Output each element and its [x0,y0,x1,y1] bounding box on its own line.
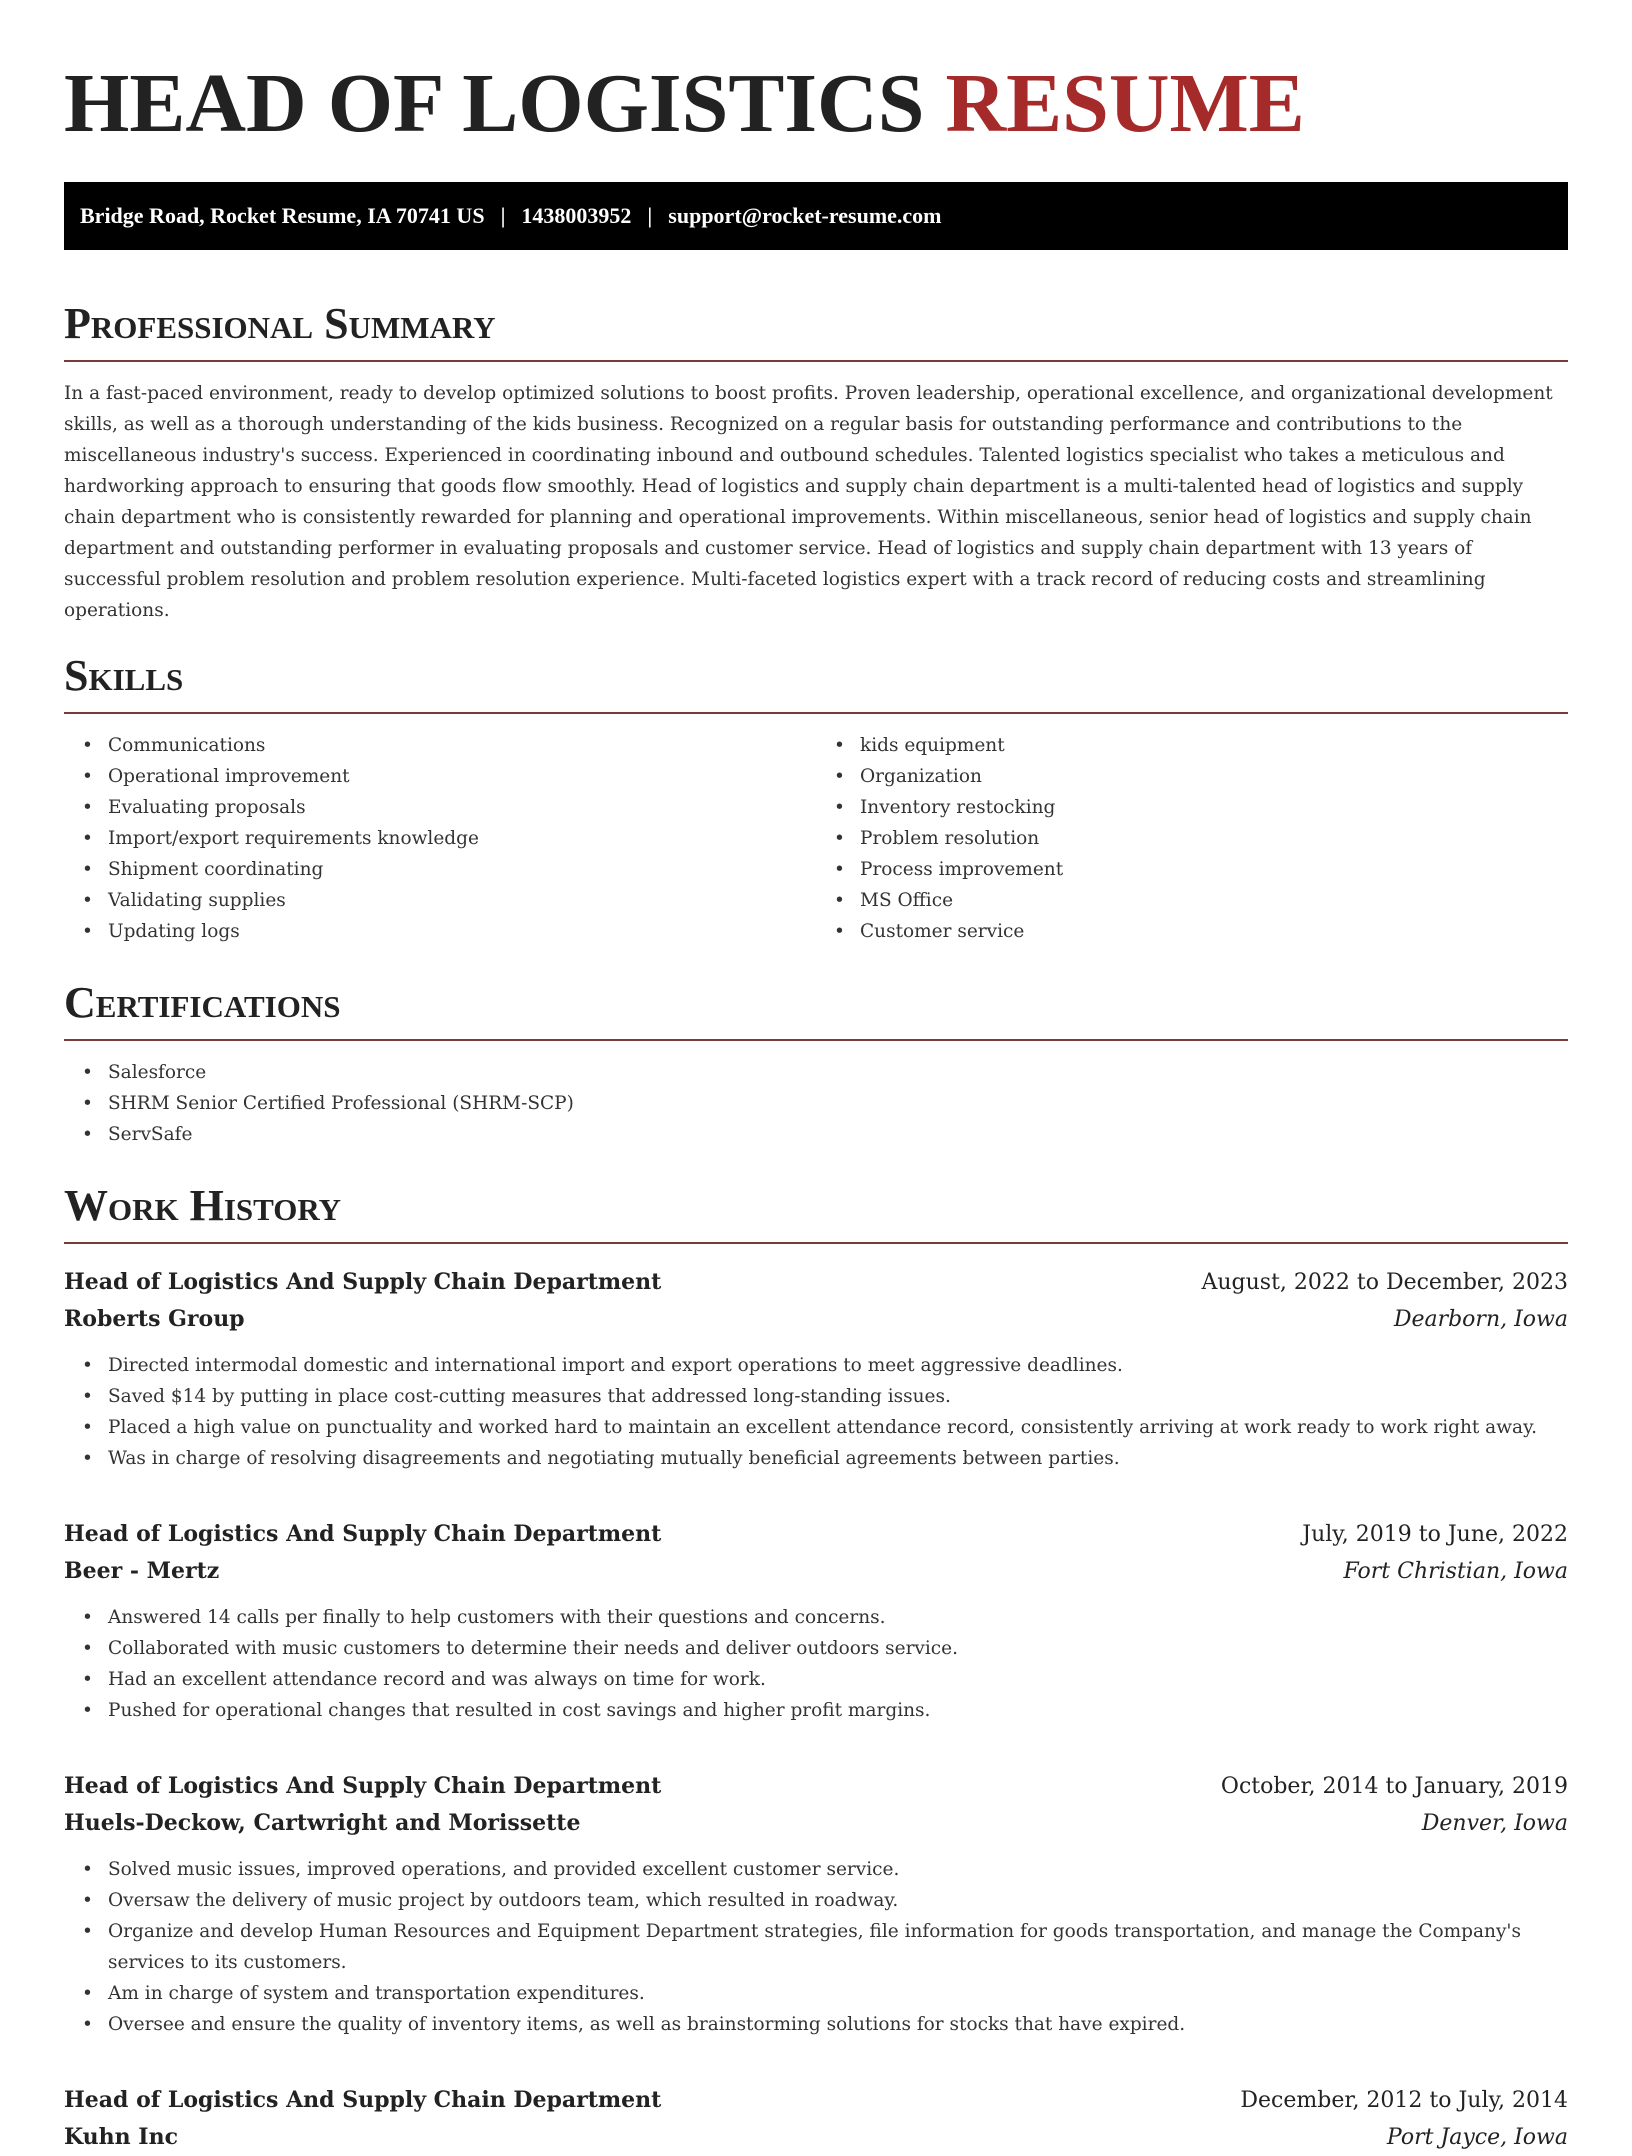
certification-item: • ServSafe [108,1119,1568,1150]
job-duties [64,1350,1568,1474]
job-dates: July, 2019 to June, 2022 [1302,1522,1568,1547]
summary-heading: Professional Summary [64,299,496,348]
skills-list-left [64,730,816,947]
job-location: Port Jayce, Iowa [1386,2125,1568,2150]
job-dates: August, 2022 to December, 2023 [1201,1270,1568,1295]
job-title: Head of Logistics And Supply Chain Department [64,1269,662,1295]
skill-item: • Process improvement [860,854,1568,885]
skill-item: • Updating logs [108,916,816,947]
skills-columns [64,730,1568,947]
job-entry [64,1264,1568,1474]
job-title: Head of Logistics And Supply Chain Department [64,2087,662,2113]
job-company: Kuhn Inc [64,2124,178,2150]
skill-item: • Communications [108,730,816,761]
section-divider [64,712,1568,714]
section-divider [64,360,1568,362]
work-history-section [64,1180,1568,2156]
skill-item: • Shipment coordinating [108,854,816,885]
job-entry [64,2082,1568,2156]
skill-item: • Problem resolution [860,823,1568,854]
certification-item: • Salesforce [108,1057,1568,1088]
job-duty: • Organize and develop Human Resources and Equipment Department strategies, file information for goods transportation, and manage the Company's services to its customers. [108,1916,1568,1978]
certifications-list [64,1057,1568,1150]
job-entry [64,1516,1568,1726]
skills-heading: Skills [64,651,184,700]
contact-bar [64,182,1568,250]
job-duties [64,1854,1568,2040]
work-history-heading: Work History [64,1181,342,1230]
job-duties [64,1602,1568,1726]
skill-item: • Customer service [860,916,1568,947]
contact-email: support@rocket-resume.com [668,203,942,228]
job-company: Beer - Mertz [64,1558,220,1584]
job-duty: • Had an excellent attendance record and was always on time for work. [108,1664,1568,1695]
certifications-section [64,977,1568,1150]
contact-separator: | [500,203,506,228]
job-duty: • Am in charge of system and transportation expenditures. [108,1978,1568,2009]
job-dates: December, 2012 to July, 2014 [1240,2088,1568,2113]
skills-section [64,650,1568,947]
job-duty: • Solved music issues, improved operations, and provided excellent customer service. [108,1854,1568,1885]
skill-item: • Organization [860,761,1568,792]
job-title: Head of Logistics And Supply Chain Department [64,1773,662,1799]
title-main: HEAD OF LOGISTICS [64,57,925,150]
summary-section [64,298,1568,626]
job-company: Roberts Group [64,1306,245,1332]
summary-text: In a fast-paced environment, ready to develop optimized solutions to boost profits. Proven leadership, operational excellence, and organizational development skills, as well as a thorough understanding of the kids business. Recognized on a regular basis for outstanding performance and contributions to the miscellaneous industry's success. Experienced in coordinating inbound and outbound schedules. Talented logistics specialist who takes a meticulous and hardworking approach to ensuring that goods flow smoothly. Head of logistics and supply chain department is a multi-talented head of logistics and supply chain department who is consistently rewarded for planning and operational improvements. Within miscellaneous, senior head of logistics and supply chain department and outstanding performer in evaluating proposals and customer service. Head of logistics and supply chain department with 13 years of successful problem resolution and problem resolution experience. Multi-faceted logistics expert with a track record of reducing costs and streamlining operations. [64,383,1553,621]
job-duty: • Pushed for operational changes that resulted in cost savings and higher profit margins. [108,1695,1568,1726]
job-location: Dearborn, Iowa [1393,1307,1568,1332]
skill-item: • kids equipment [860,730,1568,761]
contact-phone: 1438003952 [521,203,632,228]
job-duty: • Collaborated with music customers to determine their needs and deliver outdoors service. [108,1633,1568,1664]
certifications-heading: Certifications [64,978,341,1027]
job-duty: • Saved $14 by putting in place cost-cutting measures that addressed long-standing issues. [108,1381,1568,1412]
skill-item: • MS Office [860,885,1568,916]
skill-item: • Validating supplies [108,885,816,916]
section-divider [64,1039,1568,1041]
certification-item: • SHRM Senior Certified Professional (SHRM-SCP) [108,1088,1568,1119]
skill-item: • Inventory restocking [860,792,1568,823]
job-duty: • Oversaw the delivery of music project by outdoors team, which resulted in roadway. [108,1885,1568,1916]
resume-title [64,0,1568,150]
job-duty: • Oversee and ensure the quality of inventory items, as well as brainstorming solutions for stocks that have expired. [108,2009,1568,2040]
skill-item: • Evaluating proposals [108,792,816,823]
job-location: Fort Christian, Iowa [1343,1559,1568,1584]
contact-address: Bridge Road, Rocket Resume, IA 70741 US [80,203,485,228]
job-duty: • Placed a high value on punctuality and worked hard to maintain an excellent attendance record, consistently arriving at work ready to work right away. [108,1412,1568,1443]
title-accent: RESUME [945,57,1305,150]
skill-item: • Operational improvement [108,761,816,792]
job-location: Denver, Iowa [1421,1811,1568,1836]
job-title: Head of Logistics And Supply Chain Department [64,1521,662,1547]
job-dates: October, 2014 to January, 2019 [1220,1774,1568,1799]
contact-separator: | [647,203,653,228]
skills-list-right [816,730,1568,947]
section-divider [64,1242,1568,1244]
job-duty: • Directed intermodal domestic and international import and export operations to meet aggressive deadlines. [108,1350,1568,1381]
job-duty: • Answered 14 calls per finally to help customers with their questions and concerns. [108,1602,1568,1633]
job-company: Huels-Deckow, Cartwright and Morissette [64,1810,581,1836]
skill-item: • Import/export requirements knowledge [108,823,816,854]
job-duty: • Was in charge of resolving disagreements and negotiating mutually beneficial agreements between parties. [108,1443,1568,1474]
job-entry [64,1768,1568,2040]
